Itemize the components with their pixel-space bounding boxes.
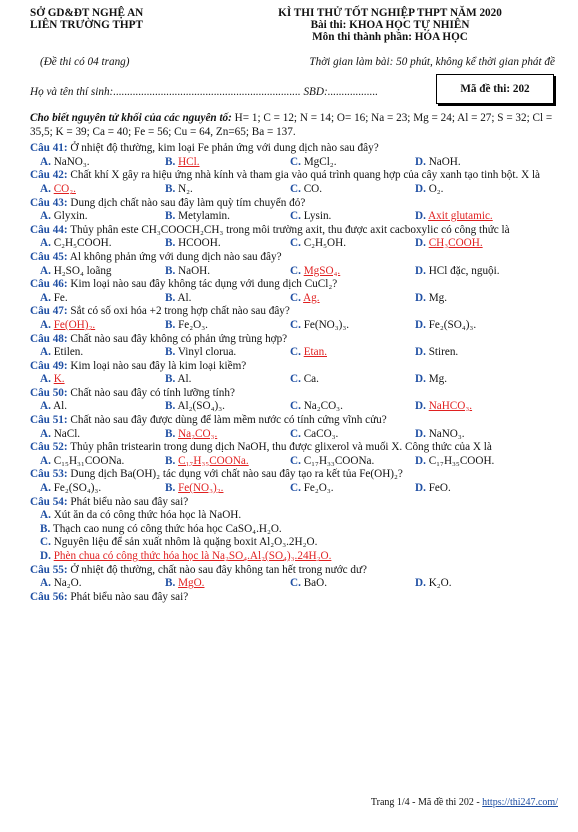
question-number: Câu 55:	[30, 563, 68, 576]
answer-option[interactable]	[40, 183, 165, 197]
atomic-mass-label: Cho biết nguyên tử khối của các nguyên tố:	[30, 112, 232, 124]
question-stem	[30, 591, 558, 605]
question-text: Chất nào sau đây được dùng để làm mềm nước có tính cứng vĩnh cửu?	[67, 414, 387, 427]
option-letter: B.	[165, 291, 176, 304]
option-text: Glyxin.	[53, 210, 88, 223]
option-letter: D.	[415, 346, 426, 359]
answer-option[interactable]	[415, 265, 540, 279]
answer-option[interactable]	[40, 156, 165, 170]
answer-option[interactable]	[40, 346, 165, 360]
answer-option[interactable]	[165, 292, 290, 306]
answer-option[interactable]	[415, 428, 540, 442]
atomic-mass-values: H= 1; C = 12; N = 14; O= 16; Na = 23; Mg = 24; Al = 27; S = 32; Cl = 35,5; K = 39; Ca = 40; Fe = 56; Cu = 64, Zn=65; Ba = 137.	[30, 112, 553, 138]
option-text: HCOOH.	[178, 237, 221, 250]
answer-option[interactable]	[415, 156, 540, 170]
option-letter: C.	[290, 210, 301, 223]
question	[30, 305, 558, 332]
option-text: C₁₇H₃₃COONa.	[303, 454, 375, 467]
question-number: Câu 45:	[30, 250, 68, 263]
option-text: K₂O.	[428, 577, 452, 590]
question-stem	[30, 441, 558, 455]
footer-text: Trang 1/4 - Mã đề thi 202 -	[370, 797, 483, 808]
header-right	[220, 7, 560, 43]
option-letter: B.	[165, 264, 176, 277]
exam-code-box: Mã đề thi: 202	[436, 74, 554, 104]
option-letter: B.	[165, 454, 176, 467]
option-letter: A.	[40, 210, 51, 223]
option-letter: C.	[290, 577, 301, 590]
option-letter: D.	[415, 291, 426, 304]
options-row	[30, 482, 558, 496]
answer-option[interactable]	[165, 455, 290, 469]
option-text: Etilen.	[53, 346, 84, 359]
answer-option[interactable]	[165, 265, 290, 279]
answer-option[interactable]	[40, 400, 165, 414]
question-number: Câu 43:	[30, 196, 68, 209]
option-text: Thạch cao nung có công thức hóa học CaSO₄.H₂O.	[52, 522, 282, 535]
correct-answer-text: Phèn chua có công thức hóa học là Na₂SO₄.Al₂(SO₄)₃.24H₂O.	[53, 550, 332, 562]
option-letter: C.	[290, 182, 301, 195]
question-stem	[30, 333, 558, 347]
question-number: Câu 49:	[30, 359, 68, 372]
question-stem	[30, 142, 558, 156]
question	[30, 224, 558, 251]
question	[30, 387, 558, 414]
option-letter: B.	[165, 346, 176, 359]
answer-option[interactable]	[290, 455, 415, 469]
option-text: Ca.	[303, 373, 319, 386]
correct-answer-text: C₁₇H₃₅COONa.	[178, 454, 249, 467]
answer-option[interactable]	[30, 536, 558, 550]
correct-answer-text: MgSO₄.	[303, 264, 341, 277]
answer-option[interactable]	[165, 428, 290, 442]
answer-option[interactable]	[290, 346, 415, 360]
correct-answer-text: Ag.	[303, 291, 320, 304]
question	[30, 591, 558, 605]
question-number: Câu 50:	[30, 386, 68, 399]
options-row	[30, 400, 558, 414]
answer-option[interactable]	[415, 482, 540, 496]
option-text: Xút ăn da có công thức hóa học là NaOH.	[53, 509, 242, 522]
answer-option[interactable]	[40, 373, 165, 387]
option-letter: B.	[165, 577, 176, 590]
correct-answer-text: Axit glutamic.	[428, 210, 493, 223]
answer-option[interactable]	[30, 509, 558, 523]
answer-option[interactable]	[415, 292, 540, 306]
options-row	[30, 319, 558, 333]
question-stem	[30, 414, 558, 428]
question-stem	[30, 468, 558, 482]
option-letter: D.	[415, 155, 426, 168]
question-stem	[30, 564, 558, 578]
option-letter: B.	[165, 400, 176, 413]
correct-answer-text: MgO.	[178, 577, 205, 590]
option-letter: C.	[290, 373, 301, 386]
option-letter: A.	[40, 291, 51, 304]
option-text: O₂.	[428, 182, 444, 195]
option-text: NaOH.	[428, 155, 461, 168]
exam-content	[30, 112, 558, 604]
question-number: Câu 48:	[30, 332, 68, 345]
option-letter: D.	[415, 237, 426, 250]
answer-option[interactable]	[290, 400, 415, 414]
option-letter: A.	[40, 264, 51, 277]
answer-option[interactable]	[415, 400, 540, 414]
question	[30, 468, 558, 495]
department-name: SỞ GD&ĐT NGHỆ AN	[30, 7, 144, 19]
answer-option[interactable]	[40, 292, 165, 306]
option-letter: A.	[40, 155, 51, 168]
question	[30, 496, 558, 564]
option-letter: B.	[40, 522, 51, 535]
answer-option[interactable]	[40, 210, 165, 224]
option-text: Na₂O.	[53, 577, 82, 590]
answer-option[interactable]	[40, 237, 165, 251]
option-text: NaCl.	[53, 427, 81, 440]
option-letter: D.	[40, 550, 51, 562]
option-letter: C.	[290, 318, 301, 331]
option-text: HCl đặc, nguội.	[428, 264, 500, 277]
question	[30, 441, 558, 468]
option-letter: B.	[165, 210, 176, 223]
question-number: Câu 53:	[30, 468, 68, 481]
option-text: Na₂CO₃.	[303, 400, 343, 413]
answer-option[interactable]	[415, 319, 540, 333]
candidate-info-line: Họ và tên thí sinh:................................................................... SBD:..................	[30, 86, 379, 98]
question-number: Câu 56:	[30, 590, 68, 603]
question-stem	[30, 278, 558, 292]
option-letter: B.	[165, 373, 176, 386]
page-footer	[371, 797, 558, 808]
option-letter: C.	[40, 536, 51, 549]
question	[30, 142, 558, 169]
option-text: Nguyên liệu để sản xuất nhôm là quặng boxit Al₂O₃.2H₂O.	[53, 536, 318, 549]
question-text: Ở nhiệt độ thường, chất nào sau đây không tan hết trong nước dư?	[67, 563, 368, 576]
answer-option[interactable]	[290, 210, 415, 224]
question	[30, 564, 558, 591]
option-text: Lysin.	[303, 210, 332, 223]
question-text: Dung dịch Ba(OH)₂ tác dụng với chất nào sau đây tạo ra kết tủa Fe(OH)₂?	[67, 468, 403, 481]
header-left	[30, 7, 220, 31]
question-number: Câu 46:	[30, 278, 68, 291]
answer-option[interactable]	[165, 373, 290, 387]
answer-option[interactable]	[165, 237, 290, 251]
option-letter: D.	[415, 264, 426, 277]
option-text: H₂SO₄ loãng	[53, 264, 112, 277]
answer-option[interactable]	[415, 373, 540, 387]
question-number: Câu 41:	[30, 142, 68, 155]
question-text: Sắt có số oxi hóa +2 trong hợp chất nào sau đây?	[67, 305, 290, 318]
question-text: Ở nhiệt độ thường, kim loại Fe phản ứng với dung dịch nào sau đây?	[67, 142, 379, 155]
answer-option[interactable]	[165, 346, 290, 360]
question-text: Phát biểu nào sau đây sai?	[67, 495, 189, 508]
option-letter: D.	[415, 482, 426, 495]
time-note: Thời gian làm bài: 50 phút, không kể thời gian phát đề	[309, 56, 555, 68]
subject-group: Bài thi: KHOA HỌC TỰ NHIÊN	[310, 19, 470, 31]
option-letter: D.	[415, 210, 426, 223]
option-letter: C.	[290, 346, 301, 359]
option-text: C₂H₅OH.	[303, 237, 346, 250]
option-letter: A.	[40, 509, 51, 522]
answer-option[interactable]	[30, 523, 558, 537]
question-number: Câu 51:	[30, 414, 68, 427]
question-text: Thủy phân este CH₃COOCH₂CH₃ trong môi trường axit, thu được axit cacboxylic có công thức là	[67, 223, 510, 236]
option-letter: C.	[290, 400, 301, 413]
option-letter: D.	[415, 577, 426, 590]
option-letter: C.	[290, 454, 301, 467]
subject-name: Môn thi thành phần: HÓA HỌC	[312, 31, 468, 43]
option-letter: A.	[40, 427, 51, 440]
option-text: C₂H₅COOH.	[53, 237, 112, 250]
option-text: Fe(NO₃)₃.	[303, 318, 350, 331]
question-stem	[30, 169, 558, 183]
question-stem	[30, 387, 558, 401]
question	[30, 360, 558, 387]
question	[30, 278, 558, 305]
answer-option[interactable]	[290, 428, 415, 442]
answer-option[interactable]	[290, 237, 415, 251]
option-letter: B.	[165, 237, 176, 250]
question-text: Phát biểu nào sau đây sai?	[67, 590, 189, 603]
question	[30, 414, 558, 441]
option-letter: B.	[165, 427, 176, 440]
option-text: Fe.	[53, 291, 68, 304]
option-letter: C.	[290, 264, 301, 277]
answer-option[interactable]	[40, 482, 165, 496]
option-text: CO.	[303, 182, 323, 195]
answer-option[interactable]	[40, 577, 165, 591]
option-text: Al.	[177, 291, 192, 304]
options-row	[30, 346, 558, 360]
options-row	[30, 455, 558, 469]
correct-answer-text: CH₃COOH.	[428, 237, 483, 250]
option-text: Al.	[53, 400, 68, 413]
question-text: Dung dịch chất nào sau đây làm quỳ tím chuyển đỏ?	[67, 196, 306, 209]
options-row	[30, 577, 558, 591]
question-number: Câu 47:	[30, 305, 68, 318]
option-text: Al.	[177, 373, 192, 386]
option-letter: C.	[290, 155, 301, 168]
question	[30, 333, 558, 360]
option-letter: C.	[290, 237, 301, 250]
answer-option[interactable]	[40, 428, 165, 442]
correct-answer-text: CO₂.	[53, 182, 76, 195]
option-letter: D.	[415, 400, 426, 413]
question-text: Kim loại nào sau đây là kim loại kiềm?	[67, 359, 247, 372]
answer-option[interactable]	[40, 265, 165, 279]
option-text: MgCl₂.	[303, 155, 337, 168]
question	[30, 169, 558, 196]
answer-option[interactable]	[290, 292, 415, 306]
option-letter: C.	[290, 291, 301, 304]
option-text: CaCO₃.	[303, 427, 339, 440]
correct-answer-text: Na₂CO₃.	[178, 427, 218, 440]
question-stem	[30, 496, 558, 510]
option-letter: A.	[40, 577, 51, 590]
question-text: Chất nào sau đây có tính lưỡng tính?	[67, 386, 235, 399]
option-text: Stiren.	[428, 346, 459, 359]
answer-option[interactable]	[290, 265, 415, 279]
option-letter: B.	[165, 155, 176, 168]
answer-option[interactable]	[165, 319, 290, 333]
option-text: NaNO₃.	[53, 155, 90, 168]
answer-option[interactable]	[415, 183, 540, 197]
footer-link[interactable]: https://thi247.com/	[482, 797, 558, 808]
school-name: LIÊN TRƯỜNG THPT	[30, 19, 143, 31]
correct-answer-text: NaHCO₃.	[428, 400, 473, 413]
answer-option[interactable]	[415, 237, 540, 251]
option-text: BaO.	[303, 577, 327, 590]
options-row	[30, 373, 558, 387]
question-text: Al không phản ứng với dung dịch nào sau đây?	[67, 250, 282, 263]
option-letter: A.	[40, 182, 51, 195]
question-text: Chất khí X gây ra hiệu ứng nhà kính và tham gia vào quá trình quang hợp của cây xanh tạo tinh bột. X là	[67, 169, 541, 182]
option-letter: D.	[415, 427, 426, 440]
question-list	[30, 142, 558, 604]
option-text: Fe₂(SO₄)₃.	[53, 482, 102, 495]
option-letter: B.	[165, 182, 176, 195]
option-letter: A.	[40, 237, 51, 250]
options-row	[30, 265, 558, 279]
option-text: NaOH.	[178, 264, 211, 277]
answer-option[interactable]	[415, 346, 540, 360]
answer-option[interactable]	[290, 183, 415, 197]
answer-option[interactable]	[415, 210, 540, 224]
option-letter: A.	[40, 400, 51, 413]
option-letter: D.	[415, 182, 426, 195]
answer-option[interactable]	[165, 183, 290, 197]
options-row	[30, 237, 558, 251]
correct-answer-text: Fe(NO₃)₂.	[178, 482, 224, 495]
question-stem	[30, 224, 558, 238]
question-text: Chất nào sau đây không có phản ứng trùng hợp?	[67, 332, 288, 345]
option-text: FeO.	[428, 482, 451, 495]
option-text: Mg.	[428, 291, 448, 304]
answer-option[interactable]	[40, 455, 165, 469]
correct-answer-text: Fe(OH)₂.	[53, 318, 96, 331]
option-text: NaNO₃.	[428, 427, 465, 440]
option-letter: A.	[40, 346, 51, 359]
answer-option[interactable]	[290, 577, 415, 591]
answer-option[interactable]	[165, 156, 290, 170]
question	[30, 197, 558, 224]
answer-option[interactable]	[290, 373, 415, 387]
question-stem	[30, 197, 558, 211]
option-letter: A.	[40, 373, 51, 386]
answer-option[interactable]	[415, 455, 540, 469]
option-text: Metylamin.	[178, 210, 230, 223]
options-row	[30, 156, 558, 170]
correct-answer-text: K.	[53, 373, 65, 386]
option-text: Fe₂O₃.	[178, 318, 208, 331]
option-text: Fe₂O₃.	[303, 482, 334, 495]
option-letter: A.	[40, 454, 51, 467]
option-text: C₁₇H₃₅COOH.	[428, 454, 495, 467]
answer-option[interactable]	[165, 577, 290, 591]
option-text: Vinyl clorua.	[177, 346, 237, 359]
answer-option[interactable]	[165, 210, 290, 224]
option-letter: B.	[165, 318, 176, 331]
correct-answer-text: Etan.	[303, 346, 327, 359]
answer-option[interactable]	[290, 319, 415, 333]
option-text: Mg.	[428, 373, 448, 386]
question-number: Câu 42:	[30, 169, 68, 182]
answer-option[interactable]	[290, 482, 415, 496]
options-row	[30, 292, 558, 306]
atomic-mass-note	[30, 112, 558, 139]
pages-note: (Đề thi có 04 trang)	[40, 56, 130, 68]
question-text: Thủy phân tristearin trong dung dịch NaOH, thu được glixerol và muối X. Công thức của X là	[67, 441, 492, 454]
exam-title: KÌ THI THỬ TỐT NGHIỆP THPT NĂM 2020	[278, 7, 502, 19]
options-row	[30, 428, 558, 442]
answer-option[interactable]	[165, 482, 290, 496]
question-number: Câu 54:	[30, 495, 68, 508]
question-stem	[30, 251, 558, 265]
question-number: Câu 52:	[30, 441, 68, 454]
option-letter: D.	[415, 454, 426, 467]
correct-answer-text: HCl.	[178, 155, 200, 168]
question-stem	[30, 360, 558, 374]
option-text: N₂.	[178, 182, 193, 195]
option-text: C₁₅H₃₁COONa.	[53, 454, 125, 467]
options-row	[30, 183, 558, 197]
answer-option[interactable]	[415, 577, 540, 591]
option-letter: A.	[40, 318, 51, 331]
answer-option[interactable]	[30, 550, 558, 564]
option-text: Fe₂(SO₄)₃.	[428, 318, 477, 331]
option-letter: B.	[165, 482, 176, 495]
option-letter: C.	[290, 482, 301, 495]
option-letter: A.	[40, 482, 51, 495]
answer-option[interactable]	[40, 319, 165, 333]
option-letter: C.	[290, 427, 301, 440]
option-text: Al₂(SO₄)₃.	[177, 400, 225, 413]
question-text: Kim loại nào sau đây không tác dụng với dung dịch CuCl₂?	[67, 278, 338, 291]
option-letter: D.	[415, 373, 426, 386]
question	[30, 251, 558, 278]
question-number: Câu 44:	[30, 223, 68, 236]
answer-option[interactable]	[165, 400, 290, 414]
question-stem	[30, 305, 558, 319]
options-row	[30, 210, 558, 224]
answer-option[interactable]	[290, 156, 415, 170]
option-letter: D.	[415, 318, 426, 331]
